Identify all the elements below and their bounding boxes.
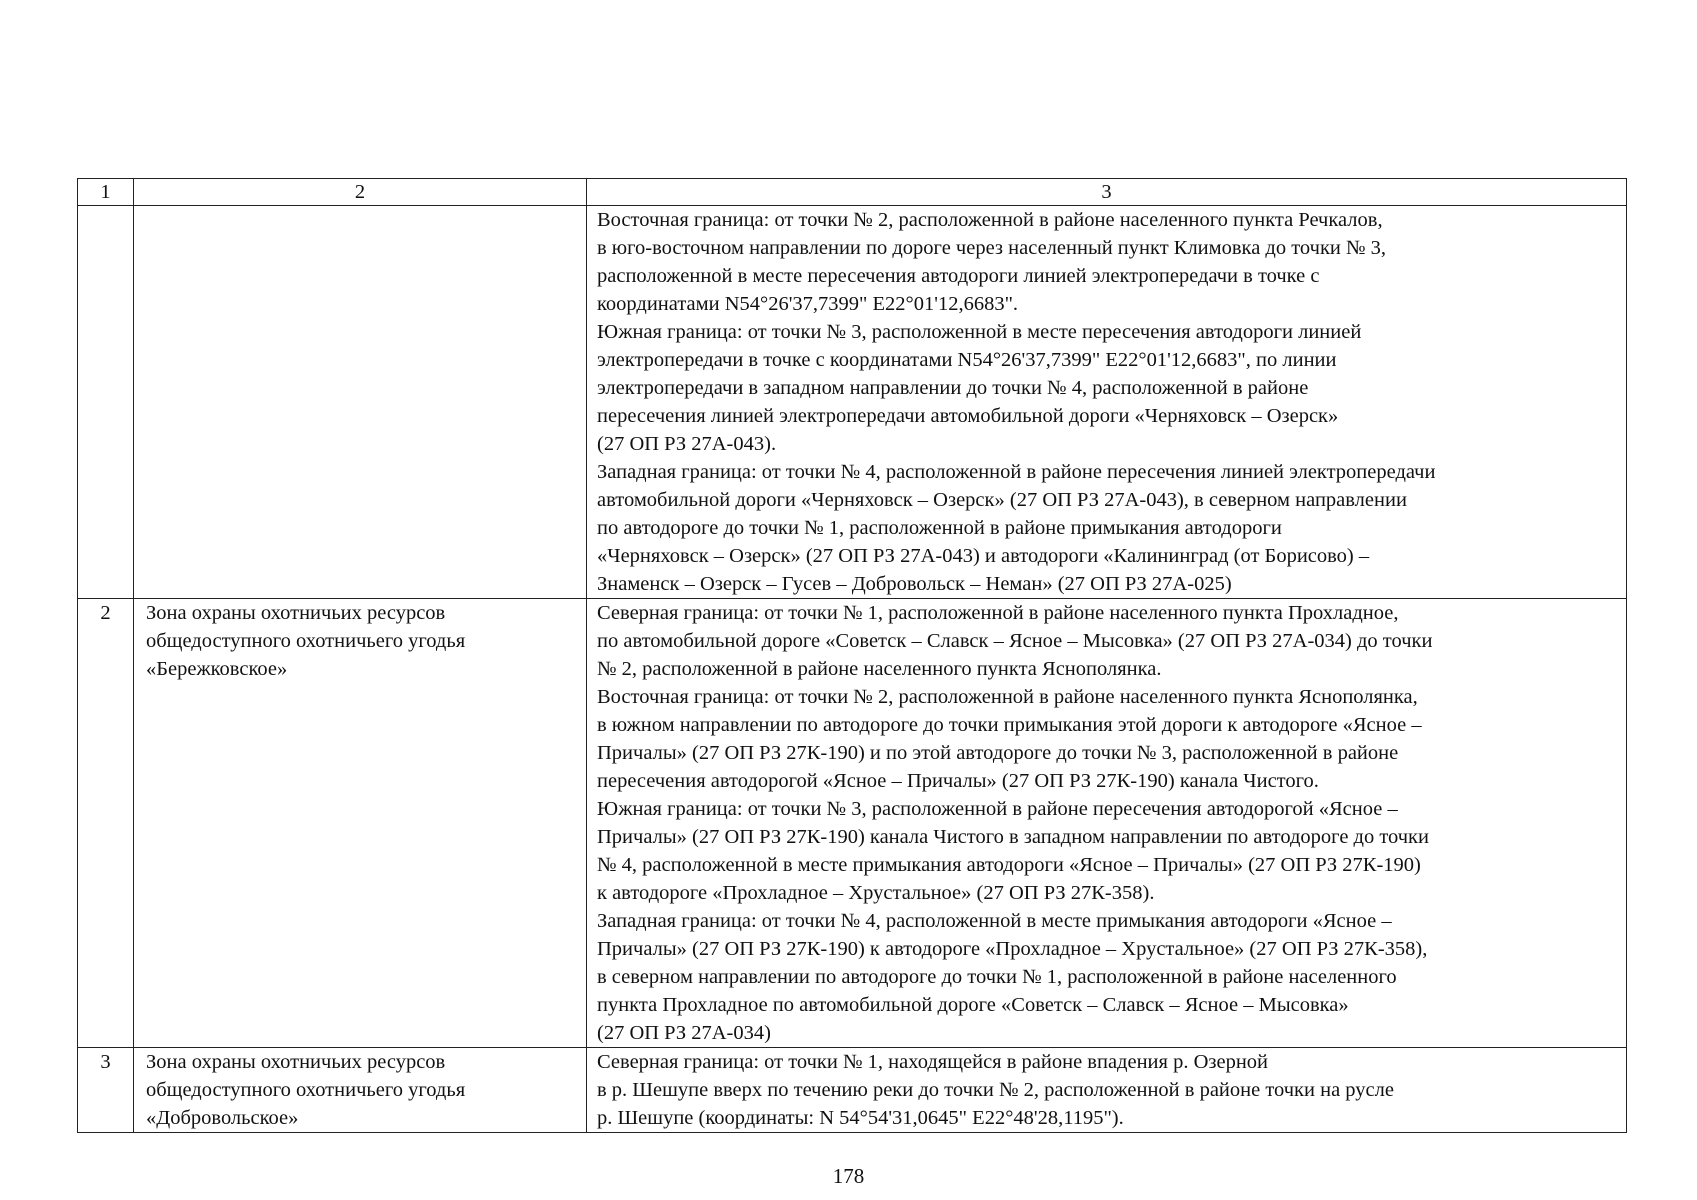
table-row [78,206,1627,599]
page-number: 178 [832,1164,865,1188]
row-number: 2 [78,599,134,1048]
table-header-row [78,179,1627,206]
zone-name: Зона охраны охотничьих ресурсов общедоступного охотничьего угодья «Добровольское» [134,1048,587,1133]
header-col-3: 3 [587,179,1627,206]
boundary-description: Северная граница: от точки № 1, расположенной в районе населенного пункта Прохладное, по автомобильной дороге «Советск – Славск – Ясное – Мысовка» (27 ОП РЗ 27А-034) до точки № 2, расположенной в районе населенного пункта Яснополянка. Восточная граница: от точки № 2, расположенной в районе населенного пункта Яснополянка, в южном направлении по автодороге до точки примыкания этой дороги к автодороге «Ясное – Причалы» (27 ОП РЗ 27К-190) и по этой автодороге до точки № 3, расположенной в районе пересечения автодорогой «Ясное – Причалы» (27 ОП РЗ 27К-190) канала Чистого. Южная граница: от точки № 3, расположенной в районе пересечения автодорогой «Ясное – Причалы» (27 ОП РЗ 27К-190) канала Чистого в западном направлении по автодороге до точки № 4, расположенной в месте примыкания автодороги «Ясное – Причалы» (27 ОП РЗ 27К-190) к автодороге «Прохладное – Хрустальное» (27 ОП РЗ 27К-358). Западная граница: от точки № 4, расположенной в месте примыкания автодороги «Ясное – Причалы» (27 ОП РЗ 27К-190) к автодороге «Прохладное – Хрустальное» (27 ОП РЗ 27К-358), в северном направлении по автодороге до точки № 1, расположенной в районе населенного пункта Прохладное по автомобильной дороге «Советск – Славск – Ясное – Мысовка» (27 ОП РЗ 27А-034) [587,599,1627,1048]
boundary-description: Северная граница: от точки № 1, находящейся в районе впадения р. Озерной в р. Шешупе вверх по течению реки до точки № 2, расположенной в районе точки на русле р. Шешупе (координаты: N 54°54'31,0645" E22°48'28,1195"). [587,1048,1627,1133]
table-row [78,599,1627,1048]
boundaries-table [77,178,1627,1133]
zone-name [134,206,587,599]
boundary-description: Восточная граница: от точки № 2, расположенной в районе населенного пункта Речкалов, в юго-восточном направлении по дороге через населенный пункт Климовка до точки № 3, расположенной в месте пересечения автодороги линией электропередачи в точке с координатами N54°26'37,7399" E22°01'12,6683". Южная граница: от точки № 3, расположенной в месте пересечения автодороги линией электропередачи в точке с координатами N54°26'37,7399" E22°01'12,6683", по линии электропередачи в западном направлении до точки № 4, расположенной в районе пересечения линией электропередачи автомобильной дороги «Черняховск – Озерск» (27 ОП РЗ 27А-043). Западная граница: от точки № 4, расположенной в районе пересечения линией электропередачи автомобильной дороги «Черняховск – Озерск» (27 ОП РЗ 27А-043), в северном направлении по автодороге до точки № 1, расположенной в районе примыкания автодороги «Черняховск – Озерск» (27 ОП РЗ 27А-043) и автодороги «Калининград (от Борисово) – Знаменск – Озерск – Гусев – Добровольск – Неман» (27 ОП РЗ 27А-025) [587,206,1627,599]
header-col-2: 2 [134,179,587,206]
table-row [78,1048,1627,1133]
row-number [78,206,134,599]
row-number: 3 [78,1048,134,1133]
zone-name: Зона охраны охотничьих ресурсов общедоступного охотничьего угодья «Бережковское» [134,599,587,1048]
header-col-1: 1 [78,179,134,206]
